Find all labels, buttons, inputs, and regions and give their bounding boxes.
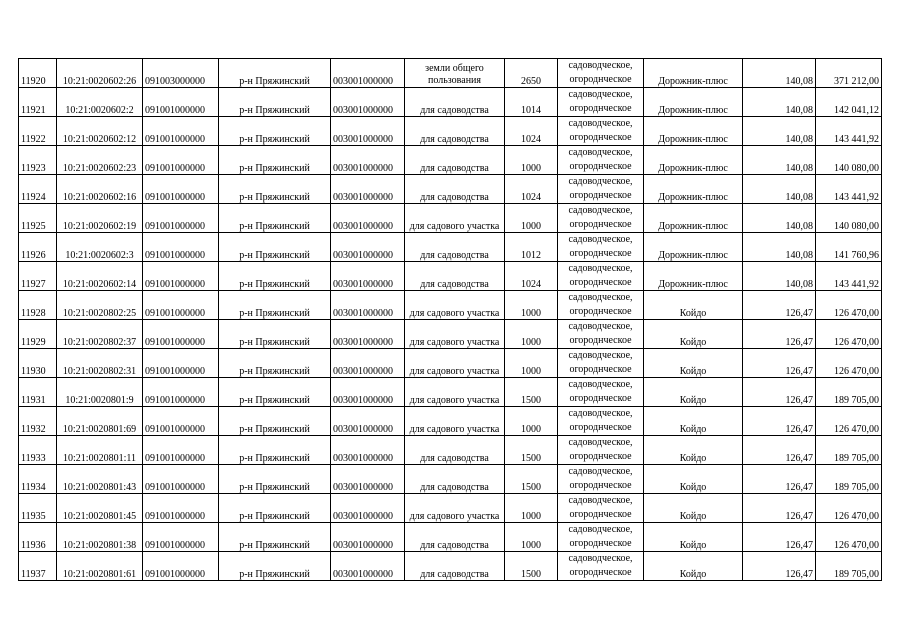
permitted-use: для садового участка [405, 494, 505, 523]
area-sqm: 1024 [505, 262, 558, 291]
permitted-use: для садоводства [405, 465, 505, 494]
okato-code: 091001000000 [143, 465, 219, 494]
cadastral-rate: 126,47 [743, 378, 816, 407]
land-register-table [18, 58, 882, 581]
table-row [19, 204, 882, 233]
area-sqm: 1012 [505, 233, 558, 262]
organization-name: Дорожник-плюс [644, 233, 743, 262]
okato-code: 091001000000 [143, 262, 219, 291]
permitted-use: для садоводства [405, 523, 505, 552]
district-name: р-н Пряжинский [219, 175, 331, 204]
cadastral-number: 10:21:0020801:69 [57, 407, 143, 436]
area-sqm: 1000 [505, 291, 558, 320]
use-type-line2: огороднческое [569, 335, 632, 346]
cadastral-rate: 140,08 [743, 233, 816, 262]
use-type [558, 378, 644, 407]
organization-name: Койдо [644, 320, 743, 349]
use-type-line1: садоводческое, [568, 466, 633, 477]
okato-code: 091001000000 [143, 523, 219, 552]
district-name: р-н Пряжинский [219, 59, 331, 88]
category-code: 003001000000 [331, 320, 405, 349]
use-type [558, 117, 644, 146]
use-type [558, 407, 644, 436]
use-type-line1: садоводческое, [568, 553, 633, 564]
district-name: р-н Пряжинский [219, 204, 331, 233]
use-type-line2: огороднческое [569, 190, 632, 201]
table-row [19, 233, 882, 262]
category-code: 003001000000 [331, 146, 405, 175]
cadastral-rate: 140,08 [743, 146, 816, 175]
table-row [19, 494, 882, 523]
okato-code: 091003000000 [143, 59, 219, 88]
cadastral-value: 126 470,00 [816, 349, 882, 378]
use-type-line2: огороднческое [569, 306, 632, 317]
okato-code: 091001000000 [143, 407, 219, 436]
cadastral-number: 10:21:0020602:12 [57, 117, 143, 146]
cadastral-value: 143 441,92 [816, 117, 882, 146]
cadastral-value: 140 080,00 [816, 146, 882, 175]
use-type-line2: огороднческое [569, 74, 632, 85]
organization-name: Дорожник-плюс [644, 175, 743, 204]
cadastral-value: 126 470,00 [816, 523, 882, 552]
area-sqm: 1500 [505, 378, 558, 407]
use-type-line1: садоводческое, [568, 89, 633, 100]
use-type-line1: садоводческое, [568, 379, 633, 390]
permitted-use: для садового участка [405, 320, 505, 349]
row-number: 11925 [19, 204, 57, 233]
row-number: 11930 [19, 349, 57, 378]
use-type-line1: садоводческое, [568, 147, 633, 158]
table-body [19, 59, 882, 581]
cadastral-value: 143 441,92 [816, 175, 882, 204]
area-sqm: 1024 [505, 175, 558, 204]
okato-code: 091001000000 [143, 436, 219, 465]
district-name: р-н Пряжинский [219, 117, 331, 146]
cadastral-rate: 140,08 [743, 262, 816, 291]
cadastral-rate: 140,08 [743, 204, 816, 233]
category-code: 003001000000 [331, 378, 405, 407]
category-code: 003001000000 [331, 233, 405, 262]
permitted-use: земли общего пользования [405, 59, 505, 88]
use-type [558, 262, 644, 291]
row-number: 11933 [19, 436, 57, 465]
table-row [19, 262, 882, 291]
cadastral-value: 189 705,00 [816, 378, 882, 407]
cadastral-number: 10:21:0020801:43 [57, 465, 143, 494]
area-sqm: 1024 [505, 117, 558, 146]
okato-code: 091001000000 [143, 291, 219, 320]
organization-name: Дорожник-плюс [644, 204, 743, 233]
cadastral-number: 10:21:0020801:61 [57, 552, 143, 581]
district-name: р-н Пряжинский [219, 436, 331, 465]
table-row [19, 523, 882, 552]
okato-code: 091001000000 [143, 320, 219, 349]
district-name: р-н Пряжинский [219, 262, 331, 291]
use-type-line1: садоводческое, [568, 524, 633, 535]
row-number: 11934 [19, 465, 57, 494]
cadastral-rate: 140,08 [743, 88, 816, 117]
use-type-line2: огороднческое [569, 567, 632, 578]
use-type-line1: садоводческое, [568, 495, 633, 506]
category-code: 003001000000 [331, 465, 405, 494]
permitted-use: для садоводства [405, 146, 505, 175]
category-code: 003001000000 [331, 117, 405, 146]
district-name: р-н Пряжинский [219, 465, 331, 494]
cadastral-rate: 140,08 [743, 59, 816, 88]
okato-code: 091001000000 [143, 88, 219, 117]
cadastral-rate: 126,47 [743, 291, 816, 320]
use-type-line2: огороднческое [569, 219, 632, 230]
row-number: 11920 [19, 59, 57, 88]
category-code: 003001000000 [331, 88, 405, 117]
category-code: 003001000000 [331, 494, 405, 523]
row-number: 11927 [19, 262, 57, 291]
row-number: 11926 [19, 233, 57, 262]
use-type [558, 349, 644, 378]
use-type [558, 465, 644, 494]
row-number: 11921 [19, 88, 57, 117]
cadastral-number: 10:21:0020602:14 [57, 262, 143, 291]
cadastral-value: 189 705,00 [816, 552, 882, 581]
area-sqm: 1000 [505, 494, 558, 523]
cadastral-number: 10:21:0020801:38 [57, 523, 143, 552]
use-type-line2: огороднческое [569, 103, 632, 114]
okato-code: 091001000000 [143, 204, 219, 233]
table-row [19, 436, 882, 465]
category-code: 003001000000 [331, 175, 405, 204]
organization-name: Дорожник-плюс [644, 146, 743, 175]
cadastral-number: 10:21:0020602:3 [57, 233, 143, 262]
use-type [558, 523, 644, 552]
cadastral-number: 10:21:0020801:45 [57, 494, 143, 523]
cadastral-number: 10:21:0020802:37 [57, 320, 143, 349]
use-type-line1: садоводческое, [568, 321, 633, 332]
cadastral-number: 10:21:0020602:26 [57, 59, 143, 88]
cadastral-number: 10:21:0020602:19 [57, 204, 143, 233]
district-name: р-н Пряжинский [219, 233, 331, 262]
category-code: 003001000000 [331, 349, 405, 378]
cadastral-value: 126 470,00 [816, 320, 882, 349]
row-number: 11936 [19, 523, 57, 552]
use-type [558, 494, 644, 523]
permitted-use: для садового участка [405, 204, 505, 233]
area-sqm: 1000 [505, 146, 558, 175]
table-row [19, 552, 882, 581]
table-row [19, 291, 882, 320]
permitted-use: для садоводства [405, 88, 505, 117]
use-type-line2: огороднческое [569, 393, 632, 404]
permitted-use: для садового участка [405, 291, 505, 320]
use-type [558, 204, 644, 233]
permitted-use: для садоводства [405, 117, 505, 146]
organization-name: Койдо [644, 523, 743, 552]
permitted-use: для садоводства [405, 233, 505, 262]
use-type-line2: огороднческое [569, 509, 632, 520]
use-type-line1: садоводческое, [568, 205, 633, 216]
cadastral-value: 141 760,96 [816, 233, 882, 262]
cadastral-number: 10:21:0020801:11 [57, 436, 143, 465]
permitted-use: для садоводства [405, 175, 505, 204]
row-number: 11928 [19, 291, 57, 320]
row-number: 11931 [19, 378, 57, 407]
cadastral-value: 189 705,00 [816, 465, 882, 494]
use-type-line2: огороднческое [569, 277, 632, 288]
organization-name: Койдо [644, 378, 743, 407]
table-row [19, 59, 882, 88]
use-type-line2: огороднческое [569, 248, 632, 259]
cadastral-rate: 140,08 [743, 175, 816, 204]
area-sqm: 1000 [505, 407, 558, 436]
permitted-use: для садоводства [405, 552, 505, 581]
cadastral-rate: 126,47 [743, 523, 816, 552]
row-number: 11935 [19, 494, 57, 523]
district-name: р-н Пряжинский [219, 88, 331, 117]
use-type [558, 59, 644, 88]
use-type [558, 552, 644, 581]
district-name: р-н Пряжинский [219, 349, 331, 378]
organization-name: Койдо [644, 465, 743, 494]
cadastral-number: 10:21:0020802:25 [57, 291, 143, 320]
table-row [19, 146, 882, 175]
use-type-line1: садоводческое, [568, 60, 633, 71]
table-row [19, 349, 882, 378]
category-code: 003001000000 [331, 59, 405, 88]
permitted-use: для садоводства [405, 262, 505, 291]
use-type-line2: огороднческое [569, 538, 632, 549]
row-number: 11929 [19, 320, 57, 349]
okato-code: 091001000000 [143, 349, 219, 378]
district-name: р-н Пряжинский [219, 407, 331, 436]
table-row [19, 117, 882, 146]
cadastral-number: 10:21:0020602:16 [57, 175, 143, 204]
category-code: 003001000000 [331, 436, 405, 465]
category-code: 003001000000 [331, 523, 405, 552]
cadastral-value: 126 470,00 [816, 407, 882, 436]
permitted-use: для садоводства [405, 436, 505, 465]
organization-name: Койдо [644, 436, 743, 465]
okato-code: 091001000000 [143, 378, 219, 407]
cadastral-value: 142 041,12 [816, 88, 882, 117]
cadastral-number: 10:21:0020802:31 [57, 349, 143, 378]
use-type [558, 436, 644, 465]
category-code: 003001000000 [331, 262, 405, 291]
organization-name: Койдо [644, 494, 743, 523]
district-name: р-н Пряжинский [219, 291, 331, 320]
category-code: 003001000000 [331, 407, 405, 436]
use-type-line1: садоводческое, [568, 263, 633, 274]
okato-code: 091001000000 [143, 233, 219, 262]
use-type-line1: садоводческое, [568, 292, 633, 303]
cadastral-number: 10:21:0020602:23 [57, 146, 143, 175]
district-name: р-н Пряжинский [219, 320, 331, 349]
row-number: 11923 [19, 146, 57, 175]
row-number: 11937 [19, 552, 57, 581]
use-type-line1: садоводческое, [568, 437, 633, 448]
table-row [19, 175, 882, 204]
permitted-use: для садового участка [405, 407, 505, 436]
cadastral-value: 371 212,00 [816, 59, 882, 88]
district-name: р-н Пряжинский [219, 523, 331, 552]
district-name: р-н Пряжинский [219, 378, 331, 407]
okato-code: 091001000000 [143, 117, 219, 146]
table-row [19, 465, 882, 494]
organization-name: Койдо [644, 407, 743, 436]
use-type-line2: огороднческое [569, 422, 632, 433]
table-row [19, 378, 882, 407]
cadastral-value: 143 441,92 [816, 262, 882, 291]
row-number: 11932 [19, 407, 57, 436]
district-name: р-н Пряжинский [219, 146, 331, 175]
cadastral-value: 126 470,00 [816, 494, 882, 523]
use-type-line1: садоводческое, [568, 118, 633, 129]
use-type-line2: огороднческое [569, 364, 632, 375]
use-type [558, 175, 644, 204]
organization-name: Койдо [644, 552, 743, 581]
use-type-line1: садоводческое, [568, 350, 633, 361]
table-row [19, 320, 882, 349]
cadastral-value: 126 470,00 [816, 291, 882, 320]
area-sqm: 1014 [505, 88, 558, 117]
use-type-line1: садоводческое, [568, 234, 633, 245]
cadastral-rate: 126,47 [743, 436, 816, 465]
table-row [19, 88, 882, 117]
use-type [558, 88, 644, 117]
cadastral-rate: 126,47 [743, 465, 816, 494]
cadastral-rate: 126,47 [743, 552, 816, 581]
organization-name: Койдо [644, 349, 743, 378]
category-code: 003001000000 [331, 204, 405, 233]
use-type [558, 291, 644, 320]
cadastral-rate: 140,08 [743, 117, 816, 146]
district-name: р-н Пряжинский [219, 494, 331, 523]
area-sqm: 1500 [505, 552, 558, 581]
cadastral-rate: 126,47 [743, 407, 816, 436]
use-type-line1: садоводческое, [568, 408, 633, 419]
organization-name: Дорожник-плюс [644, 262, 743, 291]
cadastral-rate: 126,47 [743, 349, 816, 378]
use-type-line1: садоводческое, [568, 176, 633, 187]
area-sqm: 1000 [505, 204, 558, 233]
district-name: р-н Пряжинский [219, 552, 331, 581]
area-sqm: 2650 [505, 59, 558, 88]
organization-name: Койдо [644, 291, 743, 320]
area-sqm: 1000 [505, 523, 558, 552]
area-sqm: 1000 [505, 320, 558, 349]
category-code: 003001000000 [331, 552, 405, 581]
table-row [19, 407, 882, 436]
use-type [558, 233, 644, 262]
cadastral-rate: 126,47 [743, 494, 816, 523]
okato-code: 091001000000 [143, 175, 219, 204]
row-number: 11922 [19, 117, 57, 146]
cadastral-number: 10:21:0020602:2 [57, 88, 143, 117]
area-sqm: 1000 [505, 349, 558, 378]
cadastral-rate: 126,47 [743, 320, 816, 349]
permitted-use: для садового участка [405, 378, 505, 407]
okato-code: 091001000000 [143, 494, 219, 523]
use-type-line2: огороднческое [569, 451, 632, 462]
organization-name: Дорожник-плюс [644, 88, 743, 117]
permitted-use: для садового участка [405, 349, 505, 378]
okato-code: 091001000000 [143, 552, 219, 581]
use-type-line2: огороднческое [569, 132, 632, 143]
organization-name: Дорожник-плюс [644, 117, 743, 146]
use-type [558, 320, 644, 349]
area-sqm: 1500 [505, 436, 558, 465]
cadastral-value: 189 705,00 [816, 436, 882, 465]
use-type-line2: огороднческое [569, 480, 632, 491]
organization-name: Дорожник-плюс [644, 59, 743, 88]
cadastral-value: 140 080,00 [816, 204, 882, 233]
cadastral-number: 10:21:0020801:9 [57, 378, 143, 407]
category-code: 003001000000 [331, 291, 405, 320]
okato-code: 091001000000 [143, 146, 219, 175]
use-type-line2: огороднческое [569, 161, 632, 172]
use-type [558, 146, 644, 175]
row-number: 11924 [19, 175, 57, 204]
area-sqm: 1500 [505, 465, 558, 494]
